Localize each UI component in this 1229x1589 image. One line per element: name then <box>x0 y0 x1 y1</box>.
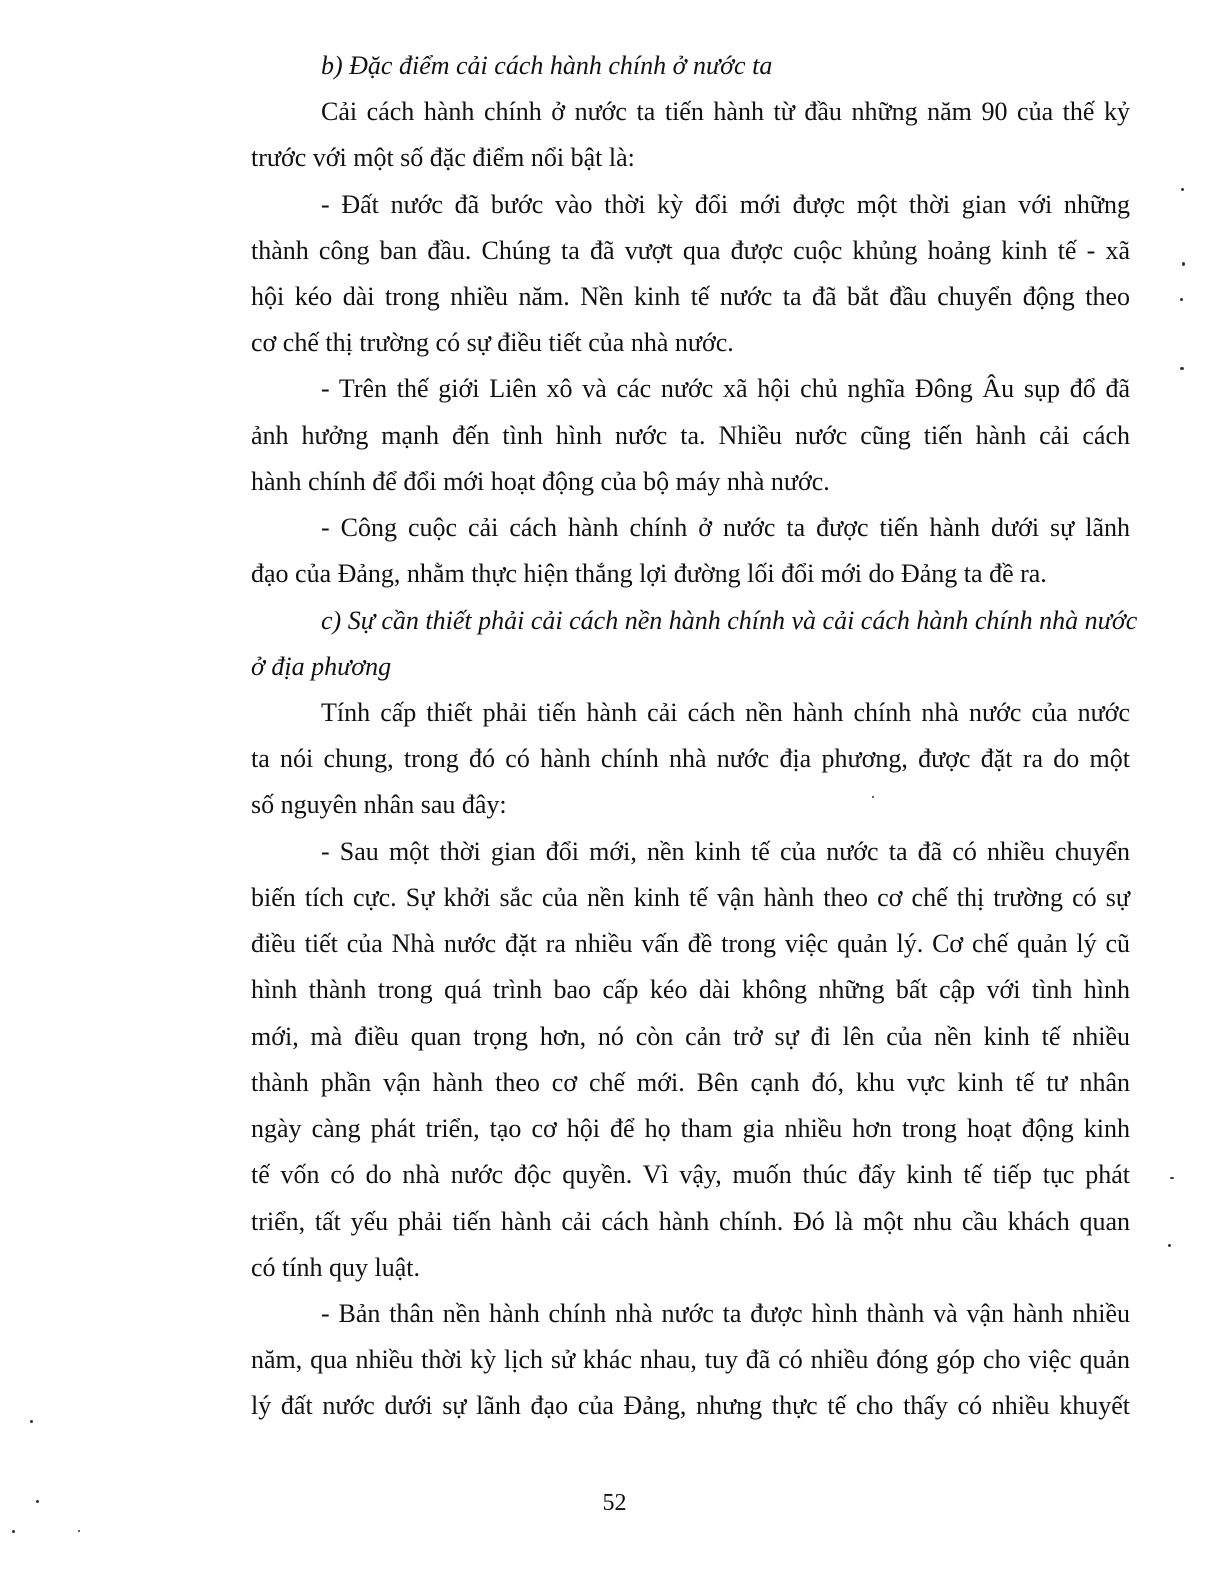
text-line: hành chính để đổi mới hoạt động của bộ máy nhà nước. <box>251 467 830 496</box>
text-line: cơ chế thị trường có sự điều tiết của nhà nước. <box>251 328 734 357</box>
text-line: Cải cách hành chính ở nước ta tiến hành từ đầu những năm 90 của thế kỷ <box>321 97 1130 126</box>
text-line: - Công cuộc cải cách hành chính ở nước ta được tiến hành dưới sự lãnh <box>321 513 1130 542</box>
scan-speck <box>1168 1244 1171 1247</box>
scan-speck <box>1170 1177 1174 1179</box>
text-line: điều tiết của Nhà nước đặt ra nhiều vấn đề trong việc quản lý. Cơ chế quản lý cũ <box>251 929 1130 958</box>
heading-section-c-continued: ở địa phương <box>251 652 392 681</box>
text-line: ta nói chung, trong đó có hành chính nhà nước địa phương, được đặt ra do một <box>251 744 1130 773</box>
text-line: số nguyên nhân sau đây: <box>251 790 507 819</box>
text-line: trước với một số đặc điểm nổi bật là: <box>251 143 635 172</box>
heading-section-b: b) Đặc điểm cải cách hành chính ở nước ta <box>321 51 773 80</box>
text-line: hội kéo dài trong nhiều năm. Nền kinh tế nước ta đã bắt đầu chuyển động theo <box>251 282 1130 311</box>
text-line: thành công ban đầu. Chúng ta đã vượt qua được cuộc khủng hoảng kinh tế - xã <box>251 236 1130 265</box>
text-line: - Đất nước đã bước vào thời kỳ đổi mới được một thời gian với những <box>321 190 1130 219</box>
text-line: ngày càng phát triển, tạo cơ hội để họ tham gia nhiều hơn trong hoạt động kinh <box>251 1114 1130 1143</box>
text-line: biến tích cực. Sự khởi sắc của nền kinh tế vận hành theo cơ chế thị trường có sự <box>251 883 1130 912</box>
scan-speck <box>36 1500 39 1503</box>
scan-speck <box>1180 367 1184 370</box>
text-line: mới, mà điều quan trọng hơn, nó còn cản trở sự đi lên của nền kinh tế nhiều <box>251 1022 1130 1051</box>
text-line: ảnh hưởng mạnh đến tình hình nước ta. Nhiều nước cũng tiến hành cải cách <box>251 421 1130 450</box>
text-line: - Bản thân nền hành chính nhà nước ta được hình thành và vận hành nhiều <box>321 1299 1130 1328</box>
text-line: đạo của Đảng, nhằm thực hiện thắng lợi đường lối đổi mới do Đảng ta đề ra. <box>251 559 1047 588</box>
scan-speck <box>1182 262 1185 266</box>
scan-speck <box>30 1420 33 1423</box>
text-line: - Sau một thời gian đổi mới, nền kinh tế của nước ta đã có nhiều chuyển <box>321 837 1130 866</box>
text-line: thành phần vận hành theo cơ chế mới. Bên cạnh đó, khu vực kinh tế tư nhân <box>251 1068 1130 1097</box>
scan-speck <box>1181 188 1184 191</box>
text-line: có tính quy luật. <box>251 1253 420 1282</box>
text-line: triển, tất yếu phải tiến hành cải cách hành chính. Đó là một nhu cầu khách quan <box>251 1207 1130 1236</box>
text-line: tế vốn có do nhà nước độc quyền. Vì vậy, muốn thúc đẩy kinh tế tiếp tục phát <box>251 1160 1130 1189</box>
scan-speck <box>872 796 874 798</box>
text-line: Tính cấp thiết phải tiến hành cải cách nền hành chính nhà nước của nước <box>321 698 1130 727</box>
text-line: lý đất nước dưới sự lãnh đạo của Đảng, nhưng thực tế cho thấy có nhiều khuyết <box>251 1391 1130 1420</box>
scan-speck <box>78 1530 80 1532</box>
page-number: 52 <box>602 1490 627 1516</box>
heading-section-c: c) Sự cần thiết phải cải cách nền hành chính và cải cách hành chính nhà nước <box>321 606 1138 635</box>
text-line: năm, qua nhiều thời kỳ lịch sử khác nhau, tuy đã có nhiều đóng góp cho việc quản <box>251 1345 1130 1374</box>
text-line: hình thành trong quá trình bao cấp kéo dài không những bất cập với tình hình <box>251 975 1130 1004</box>
scan-speck <box>1180 298 1183 301</box>
scan-speck <box>12 1530 15 1533</box>
text-line: - Trên thế giới Liên xô và các nước xã hội chủ nghĩa Đông Âu sụp đổ đã <box>321 374 1130 403</box>
